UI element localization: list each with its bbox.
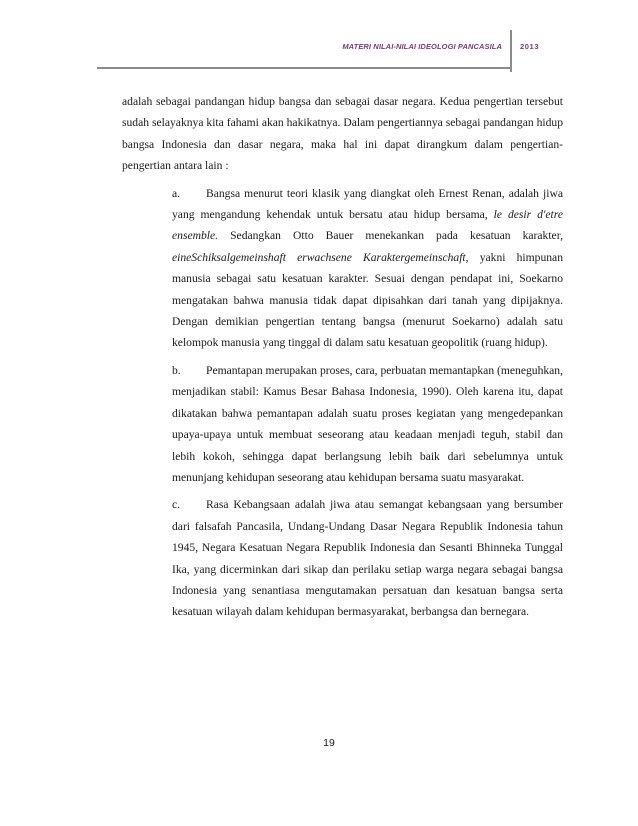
item-b-text: Pemantapan merupakan proses, cara, perbuatan memantapkan (meneguhkan, menjadikan stabil: Kamus Besar Bahasa Indonesia, 1990). Oleh karena itu, dapat dikatakan bahwa pemantapan adalah suatu proses kegiatan yang mengedepankan upaya-upaya untuk membuat seseorang atau keadaan menjadi teguh, stabil dan lebih kokoh, sehingga dapat berlangsung lebih baik dari sebelumnya untuk menunjang kehidupan seseorang atau kehidupan bersama suatu masyarakat. <box>172 363 564 484</box>
header-title: MATERI NILAI-NILAI IDEOLOGI PANCASILA <box>342 42 502 51</box>
list-item-text <box>172 360 563 488</box>
document-body <box>122 91 563 623</box>
item-a-italic-phrase-2: eineSchiksalgemeinshaft erwachsene Karaktergemeinschaft <box>172 250 466 264</box>
item-c-text: Rasa Kebangsaan adalah jiwa atau semangat kebangsaan yang bersumber dari falsafah Pancasila, Undang-Undang Dasar Negara Republik Indonesia tahun 1945, Negara Kesatuan Negara Republik Indonesia dan Sesanti Bhinneka Tunggal Ika, yang dicerminkan dari sikap dan perilaku setiap warga negara sebagai bangsa Indonesia yang senantiasa mengutamakan persatuan dan kesatuan bangsa serta kesatuan wilayah dalam kehidupan bermasyarakat, berbangsa dan bernegara. <box>172 498 563 619</box>
item-a-text-1: Bangsa menurut teori klasik yang diangkat oleh Ernest Renan, adalah jiwa yang mengandung kehendak untuk bersatu atau hidup bersama, <box>172 186 563 222</box>
list-item-a <box>172 183 563 354</box>
list-item-text <box>172 183 563 354</box>
page-header <box>0 0 638 76</box>
item-a-italic-phrase-1: le desir d'etre ensemble. <box>172 208 563 243</box>
intro-paragraph: adalah sebagai pandangan hidup bangsa dan sebagai dasar negara. Kedua pengertian tersebut sudah selayaknya kita fahami akan hakikatnya. Dalam pengertiannya sebagai pandangan hidup bangsa Indonesia dan dasar negara, maka hal ini dapat dirangkum dalam pengertian-pengertian antara lain : <box>122 95 563 173</box>
list-item-label: a. <box>172 186 181 200</box>
page-number: 19 <box>323 737 335 749</box>
list-item-c <box>172 494 563 622</box>
item-a-text-3: , yakni himpunan manusia sebagai satu kesatuan karakter. Sesuai dengan pendapat ini, Soekarno mengatakan bahwa manusia tidak dapat dipisahkan dari tanah yang dipijaknya. Dengan demikian pengertian tentang bangsa (menurut Soekarno) adalah satu kelompok manusia yang tinggal di dalam satu kesatuan geopolitik (ruang hidup). <box>172 250 563 350</box>
list-item-label: b. <box>172 363 181 377</box>
header-year: 2013 <box>520 42 540 51</box>
header-divider-vertical <box>510 30 512 72</box>
list-item-label: c. <box>172 498 181 512</box>
item-a-text-2: Sedangkan Otto Bauer menekankan pada kesatuan karakter, <box>218 229 563 243</box>
header-divider-horizontal <box>97 67 512 69</box>
list-item-text <box>172 494 563 622</box>
list-item-b <box>172 360 563 488</box>
